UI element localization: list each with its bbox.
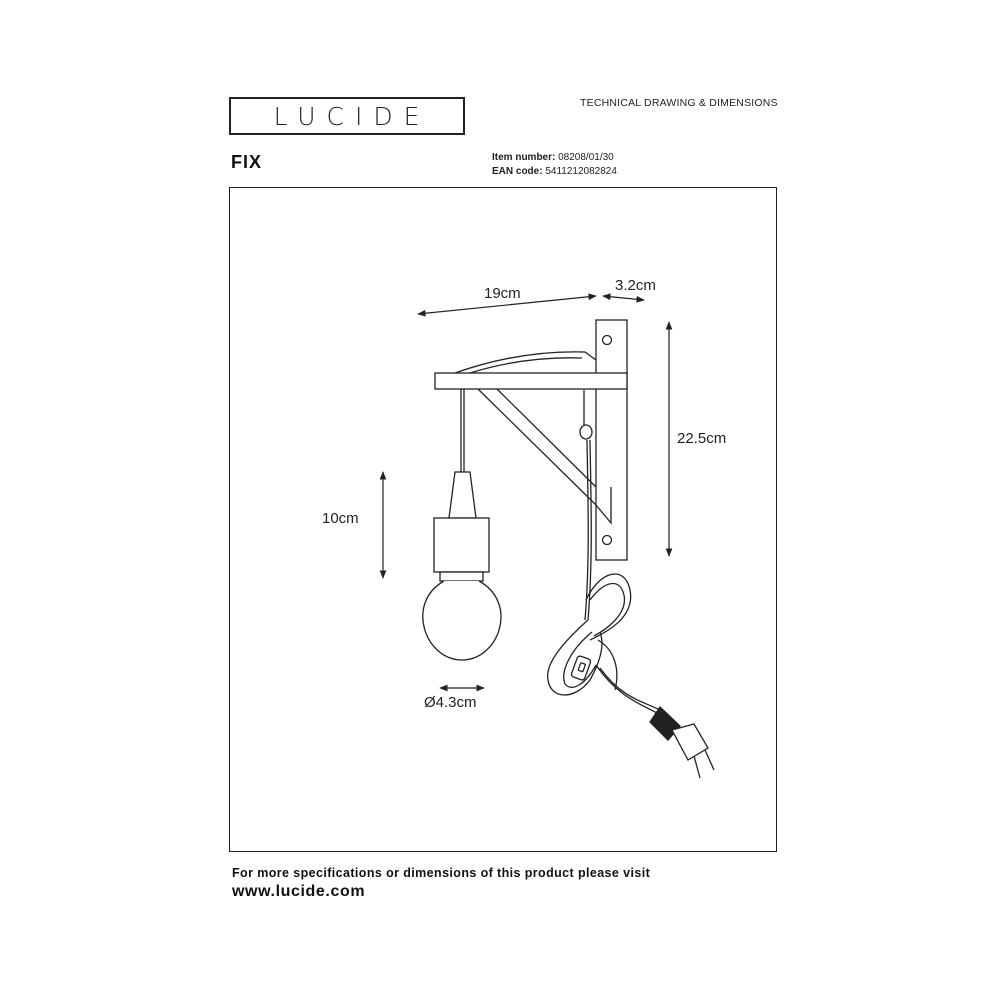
- brand-logo-text: LUCIDE: [273, 102, 431, 131]
- lamp-holder-ring: [440, 572, 483, 581]
- arm-top-edge-inner: [470, 358, 582, 373]
- footer-note: For more specifications or dimensions of this product please visit: [232, 866, 651, 880]
- brace-edge-1: [478, 389, 596, 505]
- dim-label-width: 19cm: [484, 285, 521, 302]
- product-name: FIX: [231, 152, 263, 172]
- plug-pin-1: [694, 756, 700, 778]
- plug-pin-2: [705, 750, 714, 770]
- document-type: TECHNICAL DRAWING & DIMENSIONS: [580, 97, 778, 109]
- ean-code-value: 5411212082824: [545, 166, 617, 177]
- item-number-value: 08208/01/30: [558, 152, 614, 163]
- brace-edge-2: [497, 389, 596, 487]
- dim-label-height: 22.5cm: [677, 430, 727, 447]
- lamp-holder: [434, 518, 489, 572]
- plug-cable: [596, 665, 660, 715]
- arm-top-edge: [455, 352, 596, 373]
- plug-body: [672, 724, 708, 760]
- ean-code-label: EAN code:: [492, 166, 543, 177]
- light-bulb: [423, 581, 501, 660]
- cable-loop-2: [548, 620, 602, 695]
- dim-line-depth: [603, 296, 644, 300]
- dim-label-diameter: Ø4.3cm: [424, 694, 477, 711]
- cable-hook: [580, 425, 592, 439]
- item-number-label: Item number:: [492, 152, 556, 163]
- lamp-holder-neck: [449, 472, 476, 518]
- dim-label-depth: 3.2cm: [615, 277, 656, 294]
- dim-label-pendant: 10cm: [322, 510, 359, 527]
- footer-url[interactable]: www.lucide.com: [232, 883, 366, 900]
- bracket-arm: [435, 373, 627, 389]
- power-cable: [585, 440, 588, 620]
